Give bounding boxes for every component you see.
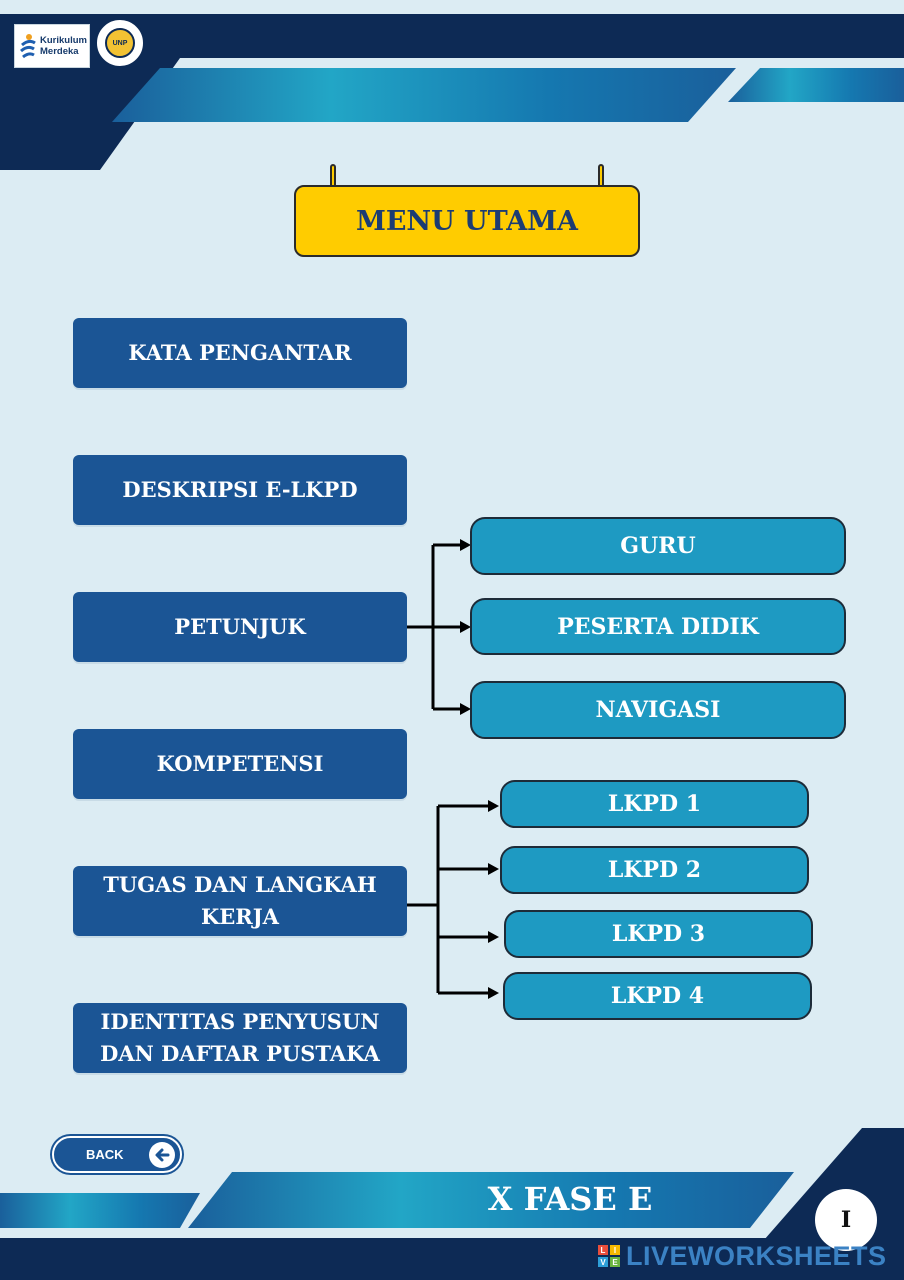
sub-lkpd-3-button[interactable] [504, 910, 813, 958]
menu-petunjuk-button[interactable] [73, 592, 407, 662]
sub-label: NAVIGASI [595, 697, 721, 723]
sub-lkpd-4-button[interactable] [503, 972, 812, 1020]
menu-label: DAN DAFTAR PUSTAKA [100, 1041, 380, 1066]
arrow-left-icon [149, 1142, 175, 1168]
page-title: MENU UTAMA [294, 185, 640, 257]
menu-label: DESKRIPSI E-LKPD [122, 477, 358, 502]
sub-label: PESERTA DIDIK [557, 613, 759, 640]
page-number: I [815, 1189, 877, 1251]
menu-label: KOMPETENSI [156, 751, 324, 776]
back-label: BACK [86, 1147, 124, 1162]
tugas-connector [407, 806, 490, 993]
menu-label: KERJA [201, 904, 279, 929]
liveworksheets-logo-icon: L I V E [598, 1245, 620, 1267]
menu-deskripsi-button[interactable] [73, 455, 407, 525]
fase-label: X FASE E [487, 1180, 653, 1218]
menu-identitas-button[interactable] [73, 1003, 407, 1073]
sub-label: LKPD 4 [610, 983, 705, 1009]
kurikulum-merdeka-logo [14, 24, 90, 68]
logo-text: Kurikulum Merdeka [40, 35, 87, 57]
menu-kata-pengantar-button[interactable] [73, 318, 407, 388]
seal-emblem-icon: UNP [105, 28, 135, 58]
sub-guru-button[interactable] [470, 517, 846, 575]
kurikulum-mark-icon [19, 33, 37, 59]
sub-lkpd-2-button[interactable] [500, 846, 809, 894]
back-button[interactable] [52, 1136, 182, 1173]
sub-peserta-didik-button[interactable] [470, 598, 846, 655]
menu-tugas-button[interactable] [73, 866, 407, 936]
sub-label: GURU [620, 533, 696, 559]
menu-label: KATA PENGANTAR [128, 340, 352, 365]
liveworksheets-watermark [598, 1240, 887, 1272]
sub-label: LKPD 3 [611, 921, 706, 947]
petunjuk-connector [407, 545, 462, 709]
menu-label: PETUNJUK [174, 614, 306, 639]
menu-kompetensi-button[interactable] [73, 729, 407, 799]
sub-label: LKPD 2 [607, 857, 702, 883]
menu-label: IDENTITAS PENYUSUN [100, 1009, 380, 1034]
menu-label: TUGAS DAN LANGKAH [103, 872, 377, 897]
sub-navigasi-button[interactable] [470, 681, 846, 739]
watermark-text: LIVEWORKSHEETS [626, 1240, 887, 1271]
university-seal [95, 18, 145, 68]
sub-label: LKPD 1 [607, 791, 702, 817]
sub-lkpd-1-button[interactable] [500, 780, 809, 828]
